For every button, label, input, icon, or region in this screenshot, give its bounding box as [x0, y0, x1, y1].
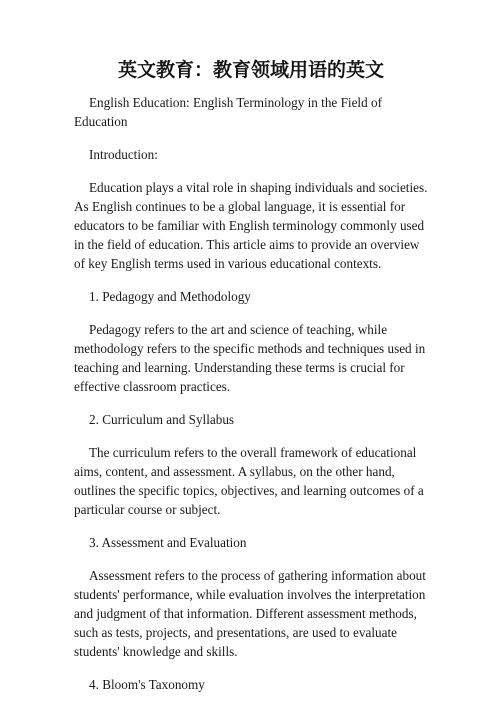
section-paragraph-curriculum: The curriculum refers to the overall framework of educational aims, content, and assessment. A syllabus, on the other hand, outlines the specific topics, objectives, and learning outcomes of a particular course or subject.: [74, 445, 424, 517]
section-heading-pedagogy: 1. Pedagogy and Methodology: [89, 289, 251, 304]
section-paragraph-pedagogy: Pedagogy refers to the art and science of teaching, while methodology refers to the specific methods and techniques used in teaching and learning. Understanding these terms is crucial for effective classroom practices.: [74, 322, 426, 394]
section-heading-curriculum: 2. Curriculum and Syllabus: [89, 412, 235, 427]
subtitle: English Education: English Terminology in the Field of Education: [74, 95, 382, 129]
section-paragraph-assessment: Assessment refers to the process of gathering information about students' performance, while evaluation involves the interpretation and judgment of that information. Different assessment methods, such as tests, projects, and presentations, are used to evaluate students' knowledge and skills.: [74, 568, 426, 659]
section-heading-blooms: 4. Bloom's Taxonomy: [89, 677, 205, 692]
document-title: 英文教育：教育领域用语的英文: [117, 59, 384, 81]
intro-paragraph: Education plays a vital role in shaping individuals and societies. As English continues to be a global language, it is essential for educators to be familiar with English terminology commonly used in the field of education. This article aims to provide an overview of key English terms used in various educational contexts.: [74, 180, 428, 271]
document-body: [74, 93, 430, 708]
intro-heading: Introduction:: [89, 147, 158, 162]
section-heading-assessment: 3. Assessment and Evaluation: [89, 535, 247, 550]
